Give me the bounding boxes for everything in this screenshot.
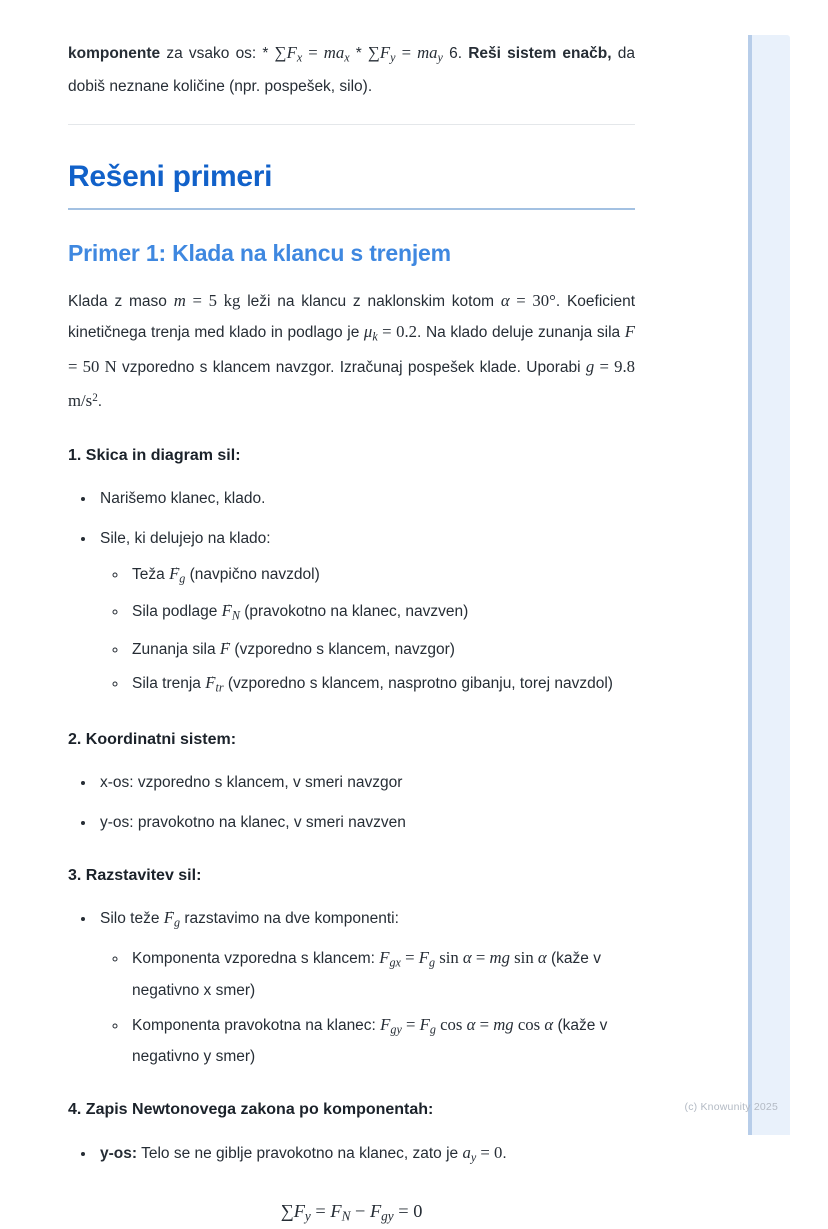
sub-list-item [128, 670, 635, 701]
text-segment: (kaže v negativno y smer) [132, 1016, 608, 1066]
text-segment: sin [509, 948, 538, 968]
text-segment: F [624, 322, 635, 342]
text-segment: cos [435, 1014, 467, 1034]
text-segment: 6. [442, 45, 469, 62]
text-segment: razstavimo na dve komponenti: [180, 909, 399, 927]
bullet-list [68, 905, 635, 1071]
text-segment: F [379, 948, 390, 968]
text-segment: * [349, 45, 368, 62]
text-segment: ∑ [274, 43, 287, 62]
text-segment: g [429, 1022, 436, 1037]
text-segment: Teža [132, 565, 170, 583]
list-item [96, 525, 635, 701]
step-heading: 4. Zapis Newtonovega zakona po komponentah: [68, 1101, 434, 1119]
text-segment: . Na klado deluje zunanja sila [417, 324, 625, 342]
sub-list-item [128, 944, 635, 1004]
text-segment: Telo se ne giblje pravokotno na klanec, zato je [137, 1145, 463, 1163]
text-segment: leži na klancu z naklonskim kotom [240, 293, 501, 311]
text-segment: da dobiš neznane količine (npr. pospešek, silo). [68, 45, 635, 96]
text-segment: y [304, 1209, 311, 1225]
text-segment: sin [435, 948, 463, 968]
text-segment: y [390, 50, 396, 65]
sub-list-item [128, 636, 635, 664]
text-segment: Zunanja sila [132, 640, 220, 658]
vector-symbol: F → [220, 635, 230, 663]
text-segment: mg [489, 948, 510, 968]
list-item [96, 905, 635, 1071]
text-segment: mg [493, 1014, 514, 1034]
text-segment: y [470, 1150, 477, 1165]
section-title: Rešeni primeri [68, 159, 635, 210]
watermark: (c) Knowunity 2025 [684, 1101, 778, 1113]
text-segment: F [369, 1201, 382, 1222]
paragraph [68, 38, 635, 102]
text-segment: α [462, 948, 472, 968]
text-segment: x [296, 50, 303, 65]
text-segment: (pravokotno na klanec, navzven) [239, 603, 469, 621]
text-segment: . Koeficient kinetičnega trenja med klado in podlago je [68, 293, 636, 342]
step-heading: 2. Koordinatni sistem: [68, 730, 237, 748]
text-segment: (vzporedno s klancem, nasprotno gibanju, torej navzdol) [223, 674, 613, 692]
text-segment: (kaže v negativno x smer) [132, 950, 601, 999]
text-segment: y-os: pravokotno na klanec, v smeri navzven [100, 813, 406, 831]
list-item [96, 1139, 635, 1171]
text-segment: Narišemo klanec, klado. [100, 489, 266, 507]
text-segment: g [179, 571, 186, 586]
text-segment: Silo teže [100, 909, 164, 927]
text-segment: = 0 [393, 1201, 423, 1222]
text-segment: g [428, 955, 436, 970]
text-segment: cos [513, 1014, 545, 1034]
text-segment: ∑ [280, 1201, 294, 1222]
equation [68, 1199, 635, 1229]
text-segment: F [379, 43, 391, 62]
text-segment: α [537, 948, 547, 968]
sub-bullet-list [100, 561, 635, 701]
text-segment: y [437, 50, 443, 65]
text-segment: tr [215, 679, 224, 694]
text-segment: F [419, 1014, 430, 1034]
text-segment: y-os: [100, 1145, 138, 1163]
text-segment: F [293, 1201, 305, 1222]
step-heading: 1. Skica in diagram sil: [68, 446, 241, 464]
text-segment: ma [417, 43, 438, 62]
vector-symbol: F → [164, 904, 174, 932]
text-segment: ma [323, 43, 345, 62]
text-segment: x-os: vzporedno s klancem, v smeri navzgor [100, 773, 403, 791]
text-segment: N [231, 608, 240, 623]
text-segment: = [395, 43, 418, 62]
list-item [96, 485, 635, 513]
document-content [68, 38, 635, 1229]
text-segment: F [418, 948, 429, 968]
page-edge-strip [748, 35, 790, 1135]
text-segment: Klada z maso [68, 293, 174, 311]
text-segment: = 0 [476, 1143, 503, 1163]
sub-list-item [128, 598, 635, 629]
text-segment: − [350, 1201, 370, 1222]
sub-bullet-list [100, 944, 635, 1071]
text-segment: μ [363, 322, 373, 342]
divider [68, 124, 635, 125]
text-segment: . [502, 1145, 507, 1163]
text-segment: F [330, 1201, 342, 1222]
text-segment: Sila trenja [132, 674, 206, 692]
text-segment: a [462, 1143, 471, 1163]
sub-list-item [128, 1011, 635, 1071]
step-heading: 3. Razstavitev sil: [68, 866, 202, 884]
text-segment: m [173, 291, 186, 311]
text-segment: = [400, 948, 419, 968]
text-segment: (vzporedno s klancem, navzgor) [230, 640, 455, 658]
bullet-list [68, 485, 635, 701]
text-segment: 2 [92, 391, 98, 404]
text-segment: = [471, 948, 490, 968]
paragraph [68, 286, 635, 416]
text-segment: k [372, 329, 378, 344]
text-segment: Sile, ki delujejo na klado: [100, 529, 271, 547]
vector-symbol: F → [169, 560, 179, 588]
list-item [96, 809, 635, 837]
vector-symbol: F → [205, 669, 215, 697]
bullet-list [68, 769, 635, 837]
text-segment: = 9.8 m/s [68, 356, 635, 410]
text-segment: gy [381, 1209, 394, 1225]
example-title: Primer 1: Klada na klancu s trenjem [68, 240, 451, 267]
text-segment: F [286, 43, 297, 62]
text-segment: α [466, 1014, 476, 1034]
text-segment: Komponenta pravokotna na klanec: [132, 1016, 381, 1034]
text-segment: x [344, 50, 350, 65]
text-segment: = [475, 1014, 494, 1034]
text-segment: komponente [68, 45, 161, 62]
text-segment: = [310, 1201, 331, 1222]
text-segment: Sila podlage [132, 603, 222, 621]
text-segment: vzporedno s klancem navzgor. Izračunaj pospešek klade. Uporabi [116, 358, 586, 376]
text-segment: = [302, 43, 324, 62]
text-segment: = [401, 1014, 420, 1034]
text-segment: = 50 N [68, 356, 117, 376]
sub-list-item [128, 561, 635, 592]
text-segment: Komponenta vzporedna s klancem: [132, 950, 380, 968]
text-segment: = 0.2 [377, 322, 418, 342]
text-segment: α [500, 291, 510, 311]
bullet-list [68, 1139, 635, 1171]
text-segment: gy [390, 1022, 402, 1037]
text-segment: = 30° [509, 291, 556, 311]
text-segment: (navpično navzdol) [185, 565, 320, 583]
text-segment: gx [389, 955, 401, 970]
text-segment: Reši sistem enačb, [468, 45, 612, 62]
text-segment: = 5 kg [185, 291, 241, 311]
text-segment: g [174, 915, 181, 930]
text-segment: N [341, 1209, 351, 1225]
text-segment: . [97, 392, 103, 410]
text-segment: F [380, 1014, 391, 1034]
vector-symbol: F → [222, 597, 232, 625]
text-segment: ∑ [367, 43, 380, 62]
text-segment: za vsako os: * [160, 45, 275, 62]
text-segment: α [544, 1014, 554, 1034]
text-segment: g [585, 356, 595, 376]
list-item [96, 769, 635, 797]
